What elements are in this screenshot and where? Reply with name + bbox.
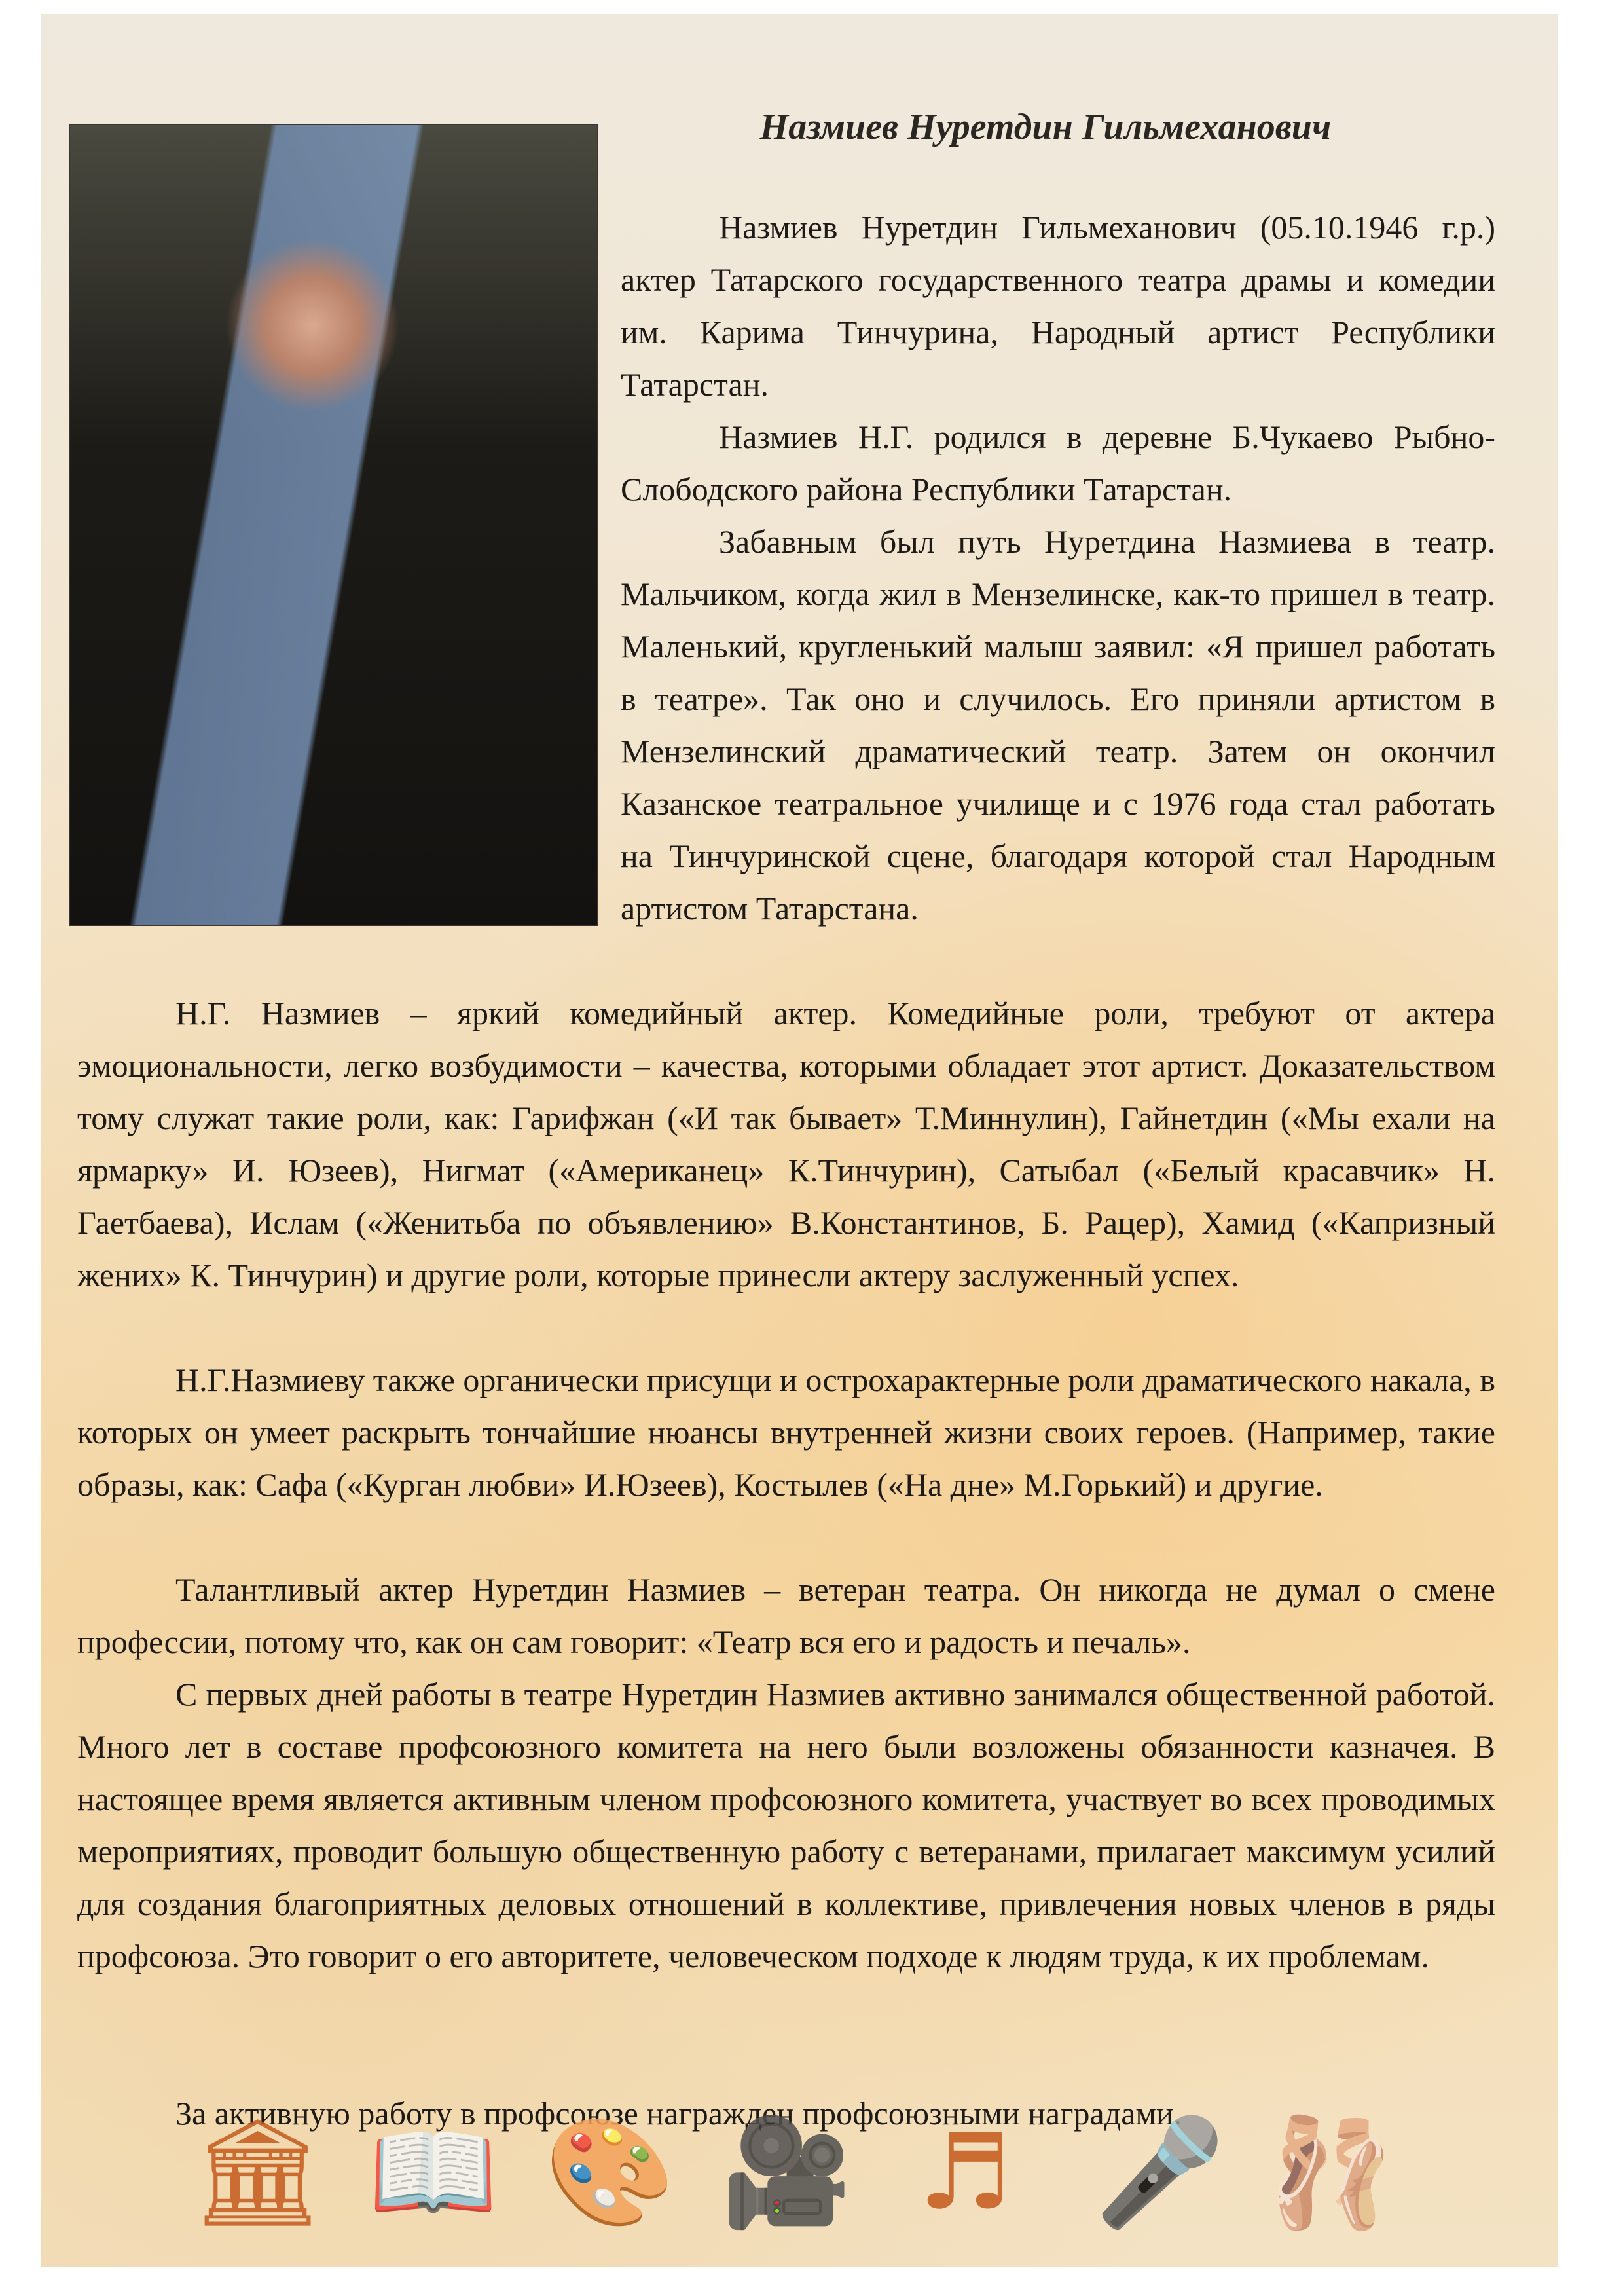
palette-icon: 🎨 <box>545 2111 676 2233</box>
page-sheet <box>41 14 1558 2267</box>
paragraph-birthplace: Назмиев Н.Г. родился в деревне Б.Чукаево Рыбно-Слободского района Республики Татарстан. <box>621 418 1495 508</box>
portrait-photo <box>69 124 598 926</box>
film-camera-icon: 🎥 <box>721 2111 852 2233</box>
lyre-icon: ♬ <box>918 2111 1012 2233</box>
ballet-shoes-icon: 🩰 <box>1265 2111 1396 2233</box>
paragraph-veteran: Талантливый актер Нуретдин Назмиев – ветеран театра. Он никогда не думал о смене профессии, потому что, как он сам говорит: «Театр вся его и радость и печаль». <box>77 1571 1495 1660</box>
paragraph-union-work: С первых дней работы в театре Нуретдин Назмиев активно занимался общественной работой. Много лет в составе профсоюзного комитета на него были возложены обязанности казначея. В настоящее время является активным членом профсоюзного комитета, участвует во всех проводимых мероприятиях, проводит большую общественную работу с ветеранами, прилагает максимум усилий для создания благоприятных деловых отношений в коллективе, привлечения новых членов в ряды профсоюза. Это говорит о его авторитете, человеческом подходе к людям труда, к их проблемам. <box>77 1676 1495 1974</box>
paragraph-comedy-roles: Н.Г. Назмиев – яркий комедийный актер. Комедийные роли, требуют от актера эмоциональности, легко возбудимости – качества, которыми обладает этот артист. Доказательством тому служат такие роли, как: Гарифжан («И так бывает» Т.Миннулин), Гайнетдин («Мы ехали на ярмарку» И. Юзеев), Нигмат («Американец» К.Тинчурин), Сатыбал («Белый красавчик» Н. Гаетбаева), Ислам («Женитьба по объявлению» В.Константинов, Б. Рацер), Хамид («Капризный жених» К. Тинчурин) и другие роли, которые принесли актеру заслуженный успех. <box>77 995 1495 1293</box>
paragraph-awards: За активную работу в профсоюзе награжден профсоюзными наградами. <box>175 2095 1182 2132</box>
paragraph-intro: Назмиев Нуретдин Гильмеханович (05.10.1946 г.р.) актер Татарского государственного театра драмы и комедии им. Карима Тинчурина, Народный артист Республики Татарстан. <box>621 209 1495 403</box>
microphone-icon: 🎤 <box>1095 2111 1226 2233</box>
paragraph-drama-roles: Н.Г.Назмиеву также органически присущи и острохарактерные роли драматического накала, в которых он умеет раскрыть тончайшие нюансы внутренней жизни своих героев. (Например, такие образы, как: Сафа («Курган любви» И.Юзеев), Костылев («На дне» М.Горький) и другие. <box>77 1361 1495 1503</box>
page-title: Назмиев Нуретдин Гильмеханович <box>759 107 1332 147</box>
theater-building-icon: 🏛 <box>191 2111 325 2233</box>
decorative-icons-row <box>191 2081 1396 2233</box>
open-book-icon: 📖 <box>368 2111 499 2233</box>
paragraph-path-to-theatre: Забавным был путь Нуретдина Назмиева в театр. Мальчиком, когда жил в Мензелинске, как-то пришел в театр. Маленький, кругленький малыш заявил: «Я пришел работать в театре». Так оно и случилось. Его приняли артистом в Мензелинский драматический театр. Затем он окончил Казанское театральное училище и с 1976 года стал работать на Тинчуринской сцене, благодаря которой стал Народным артистом Татарстана. <box>621 523 1495 927</box>
